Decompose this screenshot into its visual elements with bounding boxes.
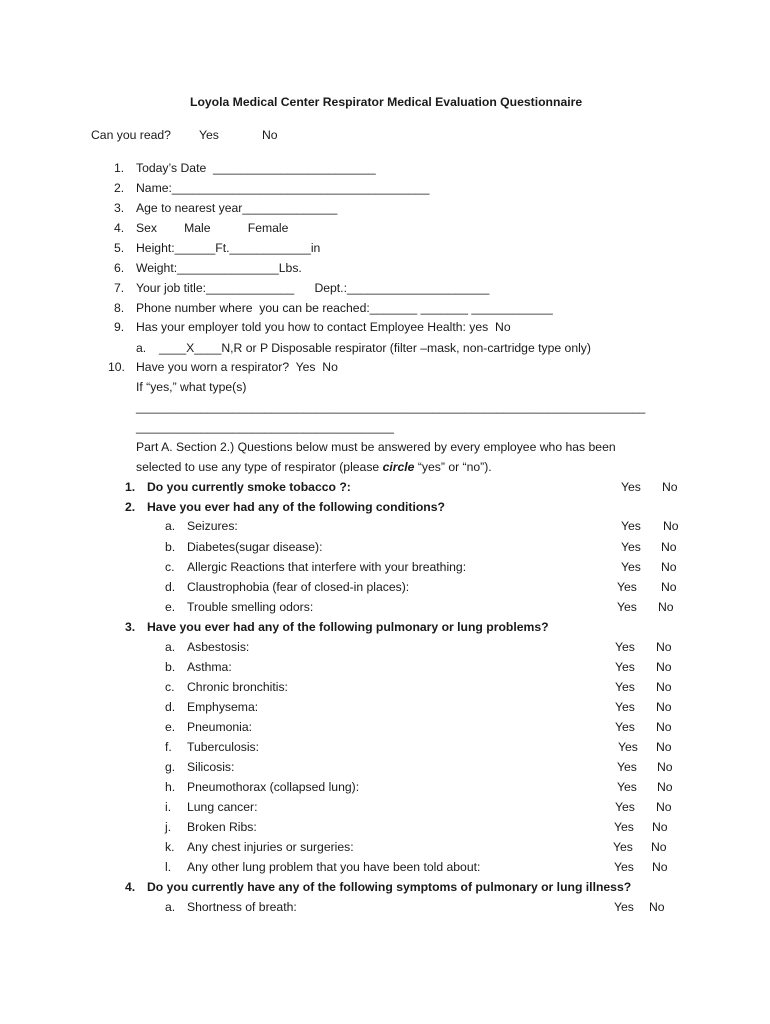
q2e-num: e. [165, 600, 176, 614]
q3i-no[interactable]: No [656, 800, 672, 814]
q3a-yes[interactable]: Yes [615, 640, 635, 654]
q2e-text: Trouble smelling odors: [187, 600, 314, 614]
item-6-num: 6. [114, 261, 125, 275]
q3a-no[interactable]: No [656, 640, 672, 654]
q2d-text: Claustrophobia (fear of closed-in places): [187, 580, 410, 594]
q3d-no[interactable]: No [656, 700, 672, 714]
q1-text: Do you currently smoke tobacco ?: [147, 480, 351, 494]
q3l-yes[interactable]: Yes [614, 860, 634, 874]
q3e-yes[interactable]: Yes [615, 720, 635, 734]
q4-num: 4. [125, 880, 136, 894]
q3g-yes[interactable]: Yes [617, 760, 637, 774]
q3-text: Have you ever had any of the following pulmonary or lung problems? [147, 620, 549, 634]
item-7-num: 7. [114, 281, 125, 295]
q3c-no[interactable]: No [656, 680, 672, 694]
q1-no[interactable]: No [662, 480, 678, 494]
q2a-num: a. [165, 519, 176, 533]
item-5-text: Height:______Ft.____________in [136, 241, 321, 255]
q3c-text: Chronic bronchitis: [187, 680, 288, 694]
item-4-text: Sex Male Female [136, 221, 289, 235]
q3b-yes[interactable]: Yes [615, 660, 635, 674]
q3i-yes[interactable]: Yes [615, 800, 635, 814]
can-read-no: No [262, 128, 278, 142]
q2-num: 2. [125, 500, 136, 514]
q3b-num: b. [165, 660, 176, 674]
item-9-text: Has your employer told you how to contact Employee Health: yes No [136, 320, 511, 334]
q3h-no[interactable]: No [657, 780, 673, 794]
q3e-num: e. [165, 720, 176, 734]
item-7-text: Your job title:_____________ Dept.:_____________________ [136, 281, 490, 295]
q3i-text: Lung cancer: [187, 800, 258, 814]
can-read-yes: Yes [199, 128, 219, 142]
item-8-num: 8. [114, 301, 125, 315]
page-title: Loyola Medical Center Respirator Medical Evaluation Questionnaire [190, 95, 583, 109]
item-2-num: 2. [114, 181, 125, 195]
q2c-no[interactable]: No [661, 560, 677, 574]
q4a-no[interactable]: No [649, 900, 665, 914]
q3c-yes[interactable]: Yes [615, 680, 635, 694]
q3g-text: Silicosis: [187, 760, 235, 774]
q2d-yes[interactable]: Yes [617, 580, 637, 594]
q3j-yes[interactable]: Yes [614, 820, 634, 834]
blank-line-1: _______________________________________________________________________________ [136, 401, 646, 414]
q3d-yes[interactable]: Yes [615, 700, 635, 714]
q2b-num: b. [165, 540, 176, 554]
q3b-no[interactable]: No [656, 660, 672, 674]
q3k-no[interactable]: No [651, 840, 667, 854]
q3a-num: a. [165, 640, 176, 654]
q3g-num: g. [165, 760, 176, 774]
q3h-num: h. [165, 780, 176, 794]
q3d-text: Emphysema: [187, 700, 259, 714]
q3f-text: Tuberculosis: [187, 740, 260, 754]
q3k-text: Any chest injuries or surgeries: [187, 840, 354, 854]
q2a-yes[interactable]: Yes [621, 519, 641, 533]
q2d-no[interactable]: No [661, 580, 677, 594]
q3l-num: l. [165, 860, 172, 874]
q1-yes[interactable]: Yes [621, 480, 641, 494]
q3-num: 3. [125, 620, 136, 634]
q2-text: Have you ever had any of the following conditions? [147, 500, 445, 514]
q3a-text: Asbestosis: [187, 640, 250, 654]
q3e-no[interactable]: No [656, 720, 672, 734]
q3j-num: j. [165, 820, 172, 834]
q3k-num: k. [165, 840, 175, 854]
part-a-line-2-pre: selected to use any type of respirator (please [136, 460, 383, 474]
q4-text: Do you currently have any of the following symptoms of pulmonary or lung illness? [147, 880, 632, 894]
q1-num: 1. [125, 480, 136, 494]
q2b-text: Diabetes(sugar disease): [187, 540, 323, 554]
item-10-num: 10. [108, 360, 125, 374]
blank-line-2: ________________________________________ [136, 421, 394, 434]
item-4-num: 4. [114, 221, 125, 235]
q3j-text: Broken Ribs: [187, 820, 257, 834]
part-a-line-1: Part A. Section 2.) Questions below must be answered by every employee who has been [136, 440, 616, 454]
q3h-text: Pneumothorax (collapsed lung): [187, 780, 360, 794]
q2c-num: c. [165, 560, 175, 574]
item-2-text: Name:______________________________________ [136, 181, 430, 195]
item-8-text: Phone number where you can be reached:_______ _______ ____________ [136, 301, 553, 315]
q2c-text: Allergic Reactions that interfere with your breathing: [187, 560, 467, 574]
q3k-yes[interactable]: Yes [613, 840, 633, 854]
part-a-line-2 [136, 461, 492, 473]
q2d-num: d. [165, 580, 176, 594]
part-a-line-2-emphasis: circle [382, 460, 415, 474]
q2b-yes[interactable]: Yes [621, 540, 641, 554]
item-5-num: 5. [114, 241, 125, 255]
if-yes-label: If “yes,” what type(s) [136, 380, 247, 394]
item-10-text: Have you worn a respirator? Yes No [136, 360, 338, 374]
q3f-yes[interactable]: Yes [618, 740, 638, 754]
item-1-text: Today’s Date ________________________ [136, 161, 376, 175]
q3g-no[interactable]: No [657, 760, 673, 774]
q4a-text: Shortness of breath: [187, 900, 297, 914]
item-6-text: Weight:_______________Lbs. [136, 261, 302, 275]
item-3-text: Age to nearest year______________ [136, 201, 338, 215]
q3e-text: Pneumonia: [187, 720, 253, 734]
q3h-yes[interactable]: Yes [617, 780, 637, 794]
can-read-label: Can you read? [91, 128, 171, 142]
q3f-num: f. [165, 740, 172, 754]
q3b-text: Asthma: [187, 660, 232, 674]
q3f-no[interactable]: No [656, 740, 672, 754]
item-9a-text: ____X____N,R or P Disposable respirator (filter –mask, non-cartridge type only) [159, 341, 591, 355]
part-a-line-2-post: “yes” or “no”). [414, 460, 492, 474]
q2b-no[interactable]: No [661, 540, 677, 554]
q2a-text: Seizures: [187, 519, 238, 533]
q2e-yes[interactable]: Yes [617, 600, 637, 614]
item-9-num: 9. [114, 320, 125, 334]
q2c-yes[interactable]: Yes [621, 560, 641, 574]
item-9a-num: a. [136, 341, 147, 355]
q3l-text: Any other lung problem that you have been told about: [187, 860, 481, 874]
q4a-num: a. [165, 900, 176, 914]
q2e-no[interactable]: No [658, 600, 674, 614]
q4a-yes[interactable]: Yes [614, 900, 634, 914]
q3l-no[interactable]: No [652, 860, 668, 874]
q2a-no[interactable]: No [663, 519, 679, 533]
q3d-num: d. [165, 700, 176, 714]
item-3-num: 3. [114, 201, 125, 215]
q3c-num: c. [165, 680, 175, 694]
q3j-no[interactable]: No [652, 820, 668, 834]
q3i-num: i. [165, 800, 172, 814]
item-1-num: 1. [114, 161, 125, 175]
